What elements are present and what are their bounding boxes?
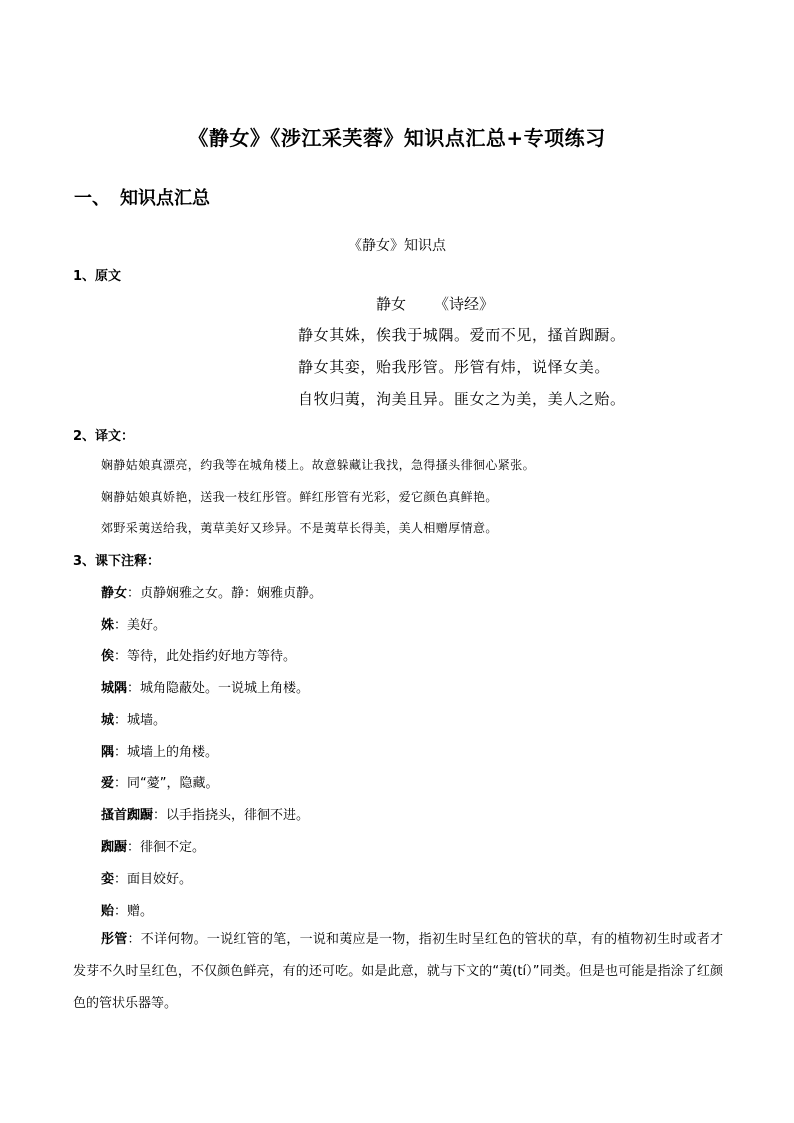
note-definition: ：等待，此处指约好地方等待。 xyxy=(114,649,297,664)
note-term: 姝 xyxy=(101,618,115,633)
note-item xyxy=(101,645,296,664)
note-term: 彤管 xyxy=(101,932,128,947)
note-term: 俟 xyxy=(101,649,115,664)
note-item xyxy=(101,868,192,887)
note-term: 贻 xyxy=(101,904,115,919)
section-heading xyxy=(74,184,210,210)
translation-line: 郊野采荑送给我，荑草美好又珍异。不是荑草长得美，美人相赠厚情意。 xyxy=(101,521,498,535)
note-definition: ：同“薆”，隐藏。 xyxy=(114,776,219,791)
note-definition: ：不详何物。一说红管的笔，一说和荑应是一物，指初生时呈红色的管状的草，有的植物初生时或者才发芽不久时呈红色，不仅颜色鲜亮，有的还可吃。如是此意，就与下文的“荑(tí）”同类。但是也可能是指涂了红颜色的管状乐器等。 xyxy=(73,932,723,1011)
poem-line: 静女其娈，贻我彤管。彤管有炜，说怿女美。 xyxy=(298,358,611,376)
poem-author: 《诗经》 xyxy=(434,295,495,313)
note-definition: ：城角隐蔽处。一说城上角楼。 xyxy=(127,681,310,696)
note-term: 搔首踟蹰 xyxy=(101,808,154,823)
note-item xyxy=(101,772,219,791)
note-definition: ：徘徊不定。 xyxy=(127,840,206,855)
note-definition: ：以手指挠头，徘徊不进。 xyxy=(153,808,310,823)
note-item xyxy=(101,900,153,919)
note-item xyxy=(101,582,322,601)
subsection-title: 《静女》知识点 xyxy=(348,238,446,254)
poem-line: 静女其姝，俟我于城隅。爱而不见，搔首踟蹰。 xyxy=(298,326,626,344)
note-definition: ：城墙上的角楼。 xyxy=(114,745,219,760)
section-number: 一、 xyxy=(74,188,110,209)
translation-label: 2、译文： xyxy=(73,429,135,444)
note-term: 爱 xyxy=(101,776,115,791)
poem-title xyxy=(376,293,494,314)
note-item xyxy=(101,741,218,760)
note-term: 踟蹰 xyxy=(101,840,128,855)
note-definition: ：面目姣好。 xyxy=(114,872,193,887)
original-text-label: 1、原文 xyxy=(73,269,122,284)
document-title: 《静女》《涉江采芙蓉》知识点汇总+专项练习 xyxy=(188,126,606,150)
note-term: 隅 xyxy=(101,745,115,760)
section-label: 知识点汇总 xyxy=(120,188,210,209)
poem-name: 静女 xyxy=(376,295,407,313)
note-item xyxy=(101,709,166,728)
note-definition: ：赠。 xyxy=(114,904,154,919)
note-item xyxy=(101,614,166,633)
note-item xyxy=(101,677,309,696)
poem-line: 自牧归荑，洵美且异。匪女之为美，美人之贻。 xyxy=(298,390,626,408)
note-paragraph-tongguan xyxy=(73,924,723,1020)
note-term: 城 xyxy=(101,713,115,728)
note-definition: ：城墙。 xyxy=(114,713,167,728)
translation-line: 娴静姑娘真漂亮，约我等在城角楼上。故意躲藏让我找，急得搔头徘徊心紧张。 xyxy=(101,458,536,472)
note-definition: ：贞静娴雅之女。静：娴雅贞静。 xyxy=(127,586,323,601)
translation-line: 娴静姑娘真娇艳，送我一枝红彤管。鲜红彤管有光彩，爱它颜色真鲜艳。 xyxy=(101,490,498,504)
notes-label: 3、课下注释： xyxy=(73,554,161,569)
note-term: 娈 xyxy=(101,872,115,887)
note-item xyxy=(101,836,205,855)
note-item xyxy=(101,804,309,823)
note-term: 城隅 xyxy=(101,681,128,696)
note-definition: ：美好。 xyxy=(114,618,167,633)
note-term: 静女 xyxy=(101,586,128,601)
